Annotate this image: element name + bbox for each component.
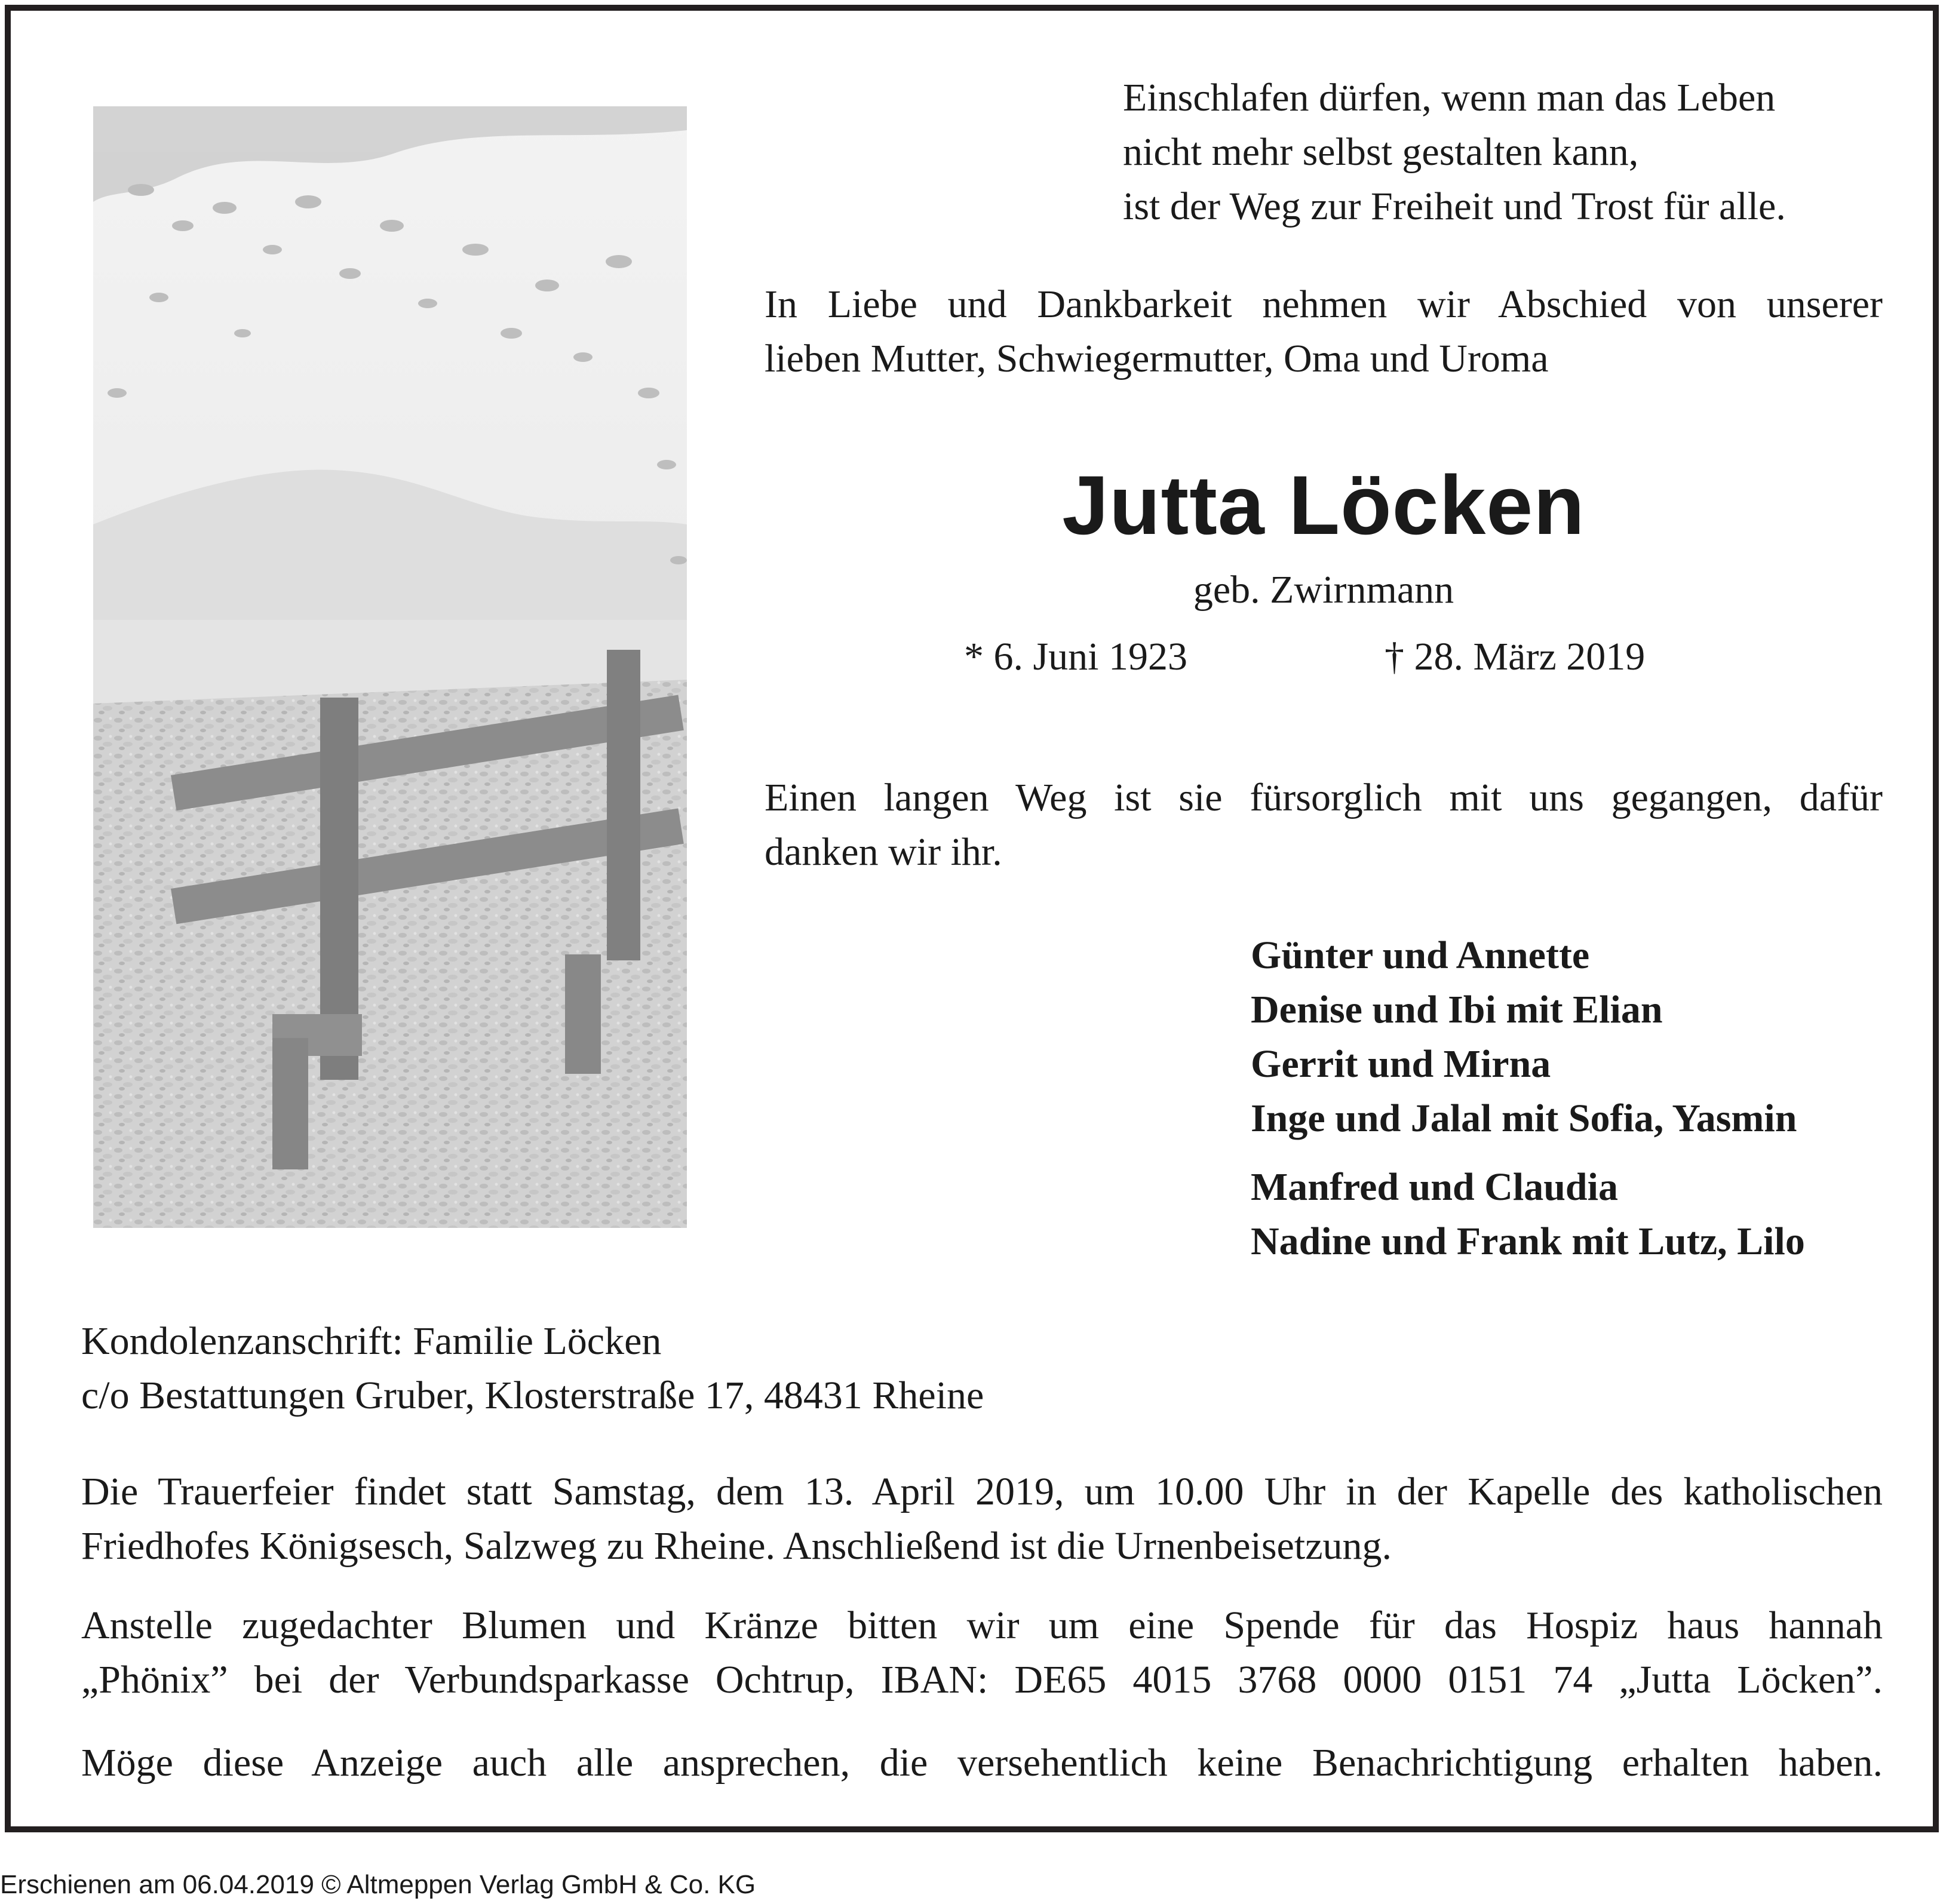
thanks-line: danken wir ihr. bbox=[765, 830, 1002, 874]
poem-line: ist der Weg zur Freiheit und Trost für alle. bbox=[1123, 185, 1786, 228]
thanks-text bbox=[765, 770, 1883, 879]
donation-line: „Phönix” bei der Verbundsparkasse Ochtrup, IBAN: DE65 4015 3768 0000 0151 74 „Jutta Löcken”. bbox=[81, 1658, 1883, 1702]
bench-photo bbox=[93, 106, 687, 1228]
condolence-line: c/o Bestattungen Gruber, Klosterstraße 17, 48431 Rheine bbox=[81, 1374, 984, 1417]
family-member: Manfred und Claudia bbox=[1251, 1165, 1618, 1209]
family-member: Denise und Ibi mit Elian bbox=[1251, 988, 1663, 1031]
maiden-name: geb. Zwirnmann bbox=[1193, 568, 1454, 612]
bench-landscape-image bbox=[93, 106, 687, 1228]
farewell-intro bbox=[765, 277, 1883, 386]
intro-line: In Liebe und Dankbarkeit nehmen wir Abschied von unserer bbox=[765, 282, 1883, 326]
donation-line: Anstelle zugedachter Blumen und Kränze bitten wir um eine Spende für das Hospiz haus hannah bbox=[81, 1604, 1883, 1647]
death-date: † 28. März 2019 bbox=[1385, 635, 1646, 678]
ceremony-line: Die Trauerfeier findet statt Samstag, dem 13. April 2019, um 10.00 Uhr in der Kapelle des katholischen bbox=[81, 1470, 1883, 1513]
poem bbox=[1123, 70, 1786, 234]
family-member: Gerrit und Mirna bbox=[1251, 1042, 1551, 1086]
ceremony-info bbox=[81, 1464, 1883, 1573]
publication-footer: Erschienen am 06.04.2019 © Altmeppen Verlag GmbH & Co. KG bbox=[0, 1870, 756, 1899]
closing-note bbox=[81, 1736, 1883, 1790]
thanks-line: Einen langen Weg ist sie fürsorglich mit uns gegangen, dafür bbox=[765, 776, 1883, 819]
family-member: Inge und Jalal mit Sofia, Yasmin bbox=[1251, 1097, 1797, 1140]
deceased-name: Jutta Löcken bbox=[1062, 458, 1585, 552]
family-member: Nadine und Frank mit Lutz, Lilo bbox=[1251, 1220, 1805, 1263]
family-signatures bbox=[1251, 928, 1805, 1269]
closing-line: Möge diese Anzeige auch alle ansprechen, die versehentlich keine Benachrichtigung erhalten haben. bbox=[81, 1741, 1883, 1785]
poem-line: nicht mehr selbst gestalten kann, bbox=[1123, 130, 1639, 174]
obituary-frame bbox=[5, 5, 1939, 1832]
family-spacer bbox=[1251, 1146, 1805, 1160]
poem-line: Einschlafen dürfen, wenn man das Leben bbox=[1123, 76, 1776, 119]
donation-info bbox=[81, 1598, 1883, 1707]
birth-date: * 6. Juni 1923 bbox=[964, 635, 1188, 678]
condolence-address bbox=[81, 1314, 984, 1423]
intro-line: lieben Mutter, Schwiegermutter, Oma und Uroma bbox=[765, 337, 1549, 380]
family-member: Günter und Annette bbox=[1251, 933, 1590, 977]
condolence-line: Kondolenzanschrift: Familie Löcken bbox=[81, 1319, 662, 1363]
ceremony-line: Friedhofes Königsesch, Salzweg zu Rheine. Anschließend ist die Urnenbeisetzung. bbox=[81, 1524, 1392, 1568]
